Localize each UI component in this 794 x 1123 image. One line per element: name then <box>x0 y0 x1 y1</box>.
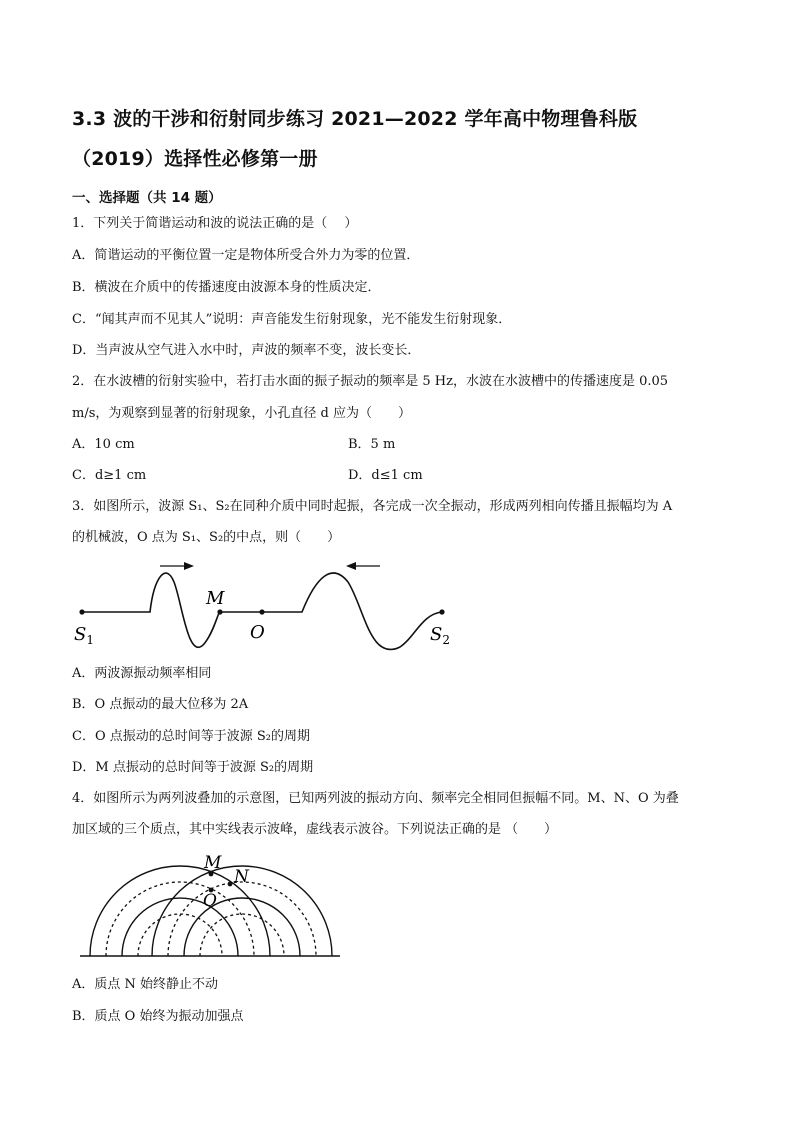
section-heading: 一、选择题（共 14 题） <box>72 190 222 206</box>
q2-option-b: B．5 m <box>348 437 396 452</box>
q3-label-o: O <box>250 622 265 643</box>
q1-option-b: B．横波在介质中的传播速度由波源本身的性质决定． <box>72 280 381 295</box>
q4-left-trough-1 <box>106 882 254 956</box>
q2-option-c: C．d≥1 cm <box>72 468 147 483</box>
q4-stem-line1: 4．如图所示为两列波叠加的示意图，已知两列波的振动方向、频率完全相同但振幅不同。M、N、O 为叠 <box>72 791 679 806</box>
q2-stem-line2: m/s，为观察到显著的衍射现象，小孔直径 d 应为（ ） <box>72 406 411 421</box>
q3-option-b: B．O 点振动的最大位移为 2A <box>72 697 249 712</box>
q3-label-s2: $S_2$ <box>430 624 450 647</box>
q4-right-trough-1 <box>168 882 316 956</box>
q3-option-c: C．O 点振动的总时间等于波源 S₂的周期 <box>72 729 310 744</box>
q3-arrow-right-icon <box>160 562 194 570</box>
q1-option-a: A．简谐运动的平衡位置一定是物体所受合外力为零的位置． <box>72 248 420 263</box>
q4-interference-figure <box>70 846 350 966</box>
document-title-line1: 3.3 波的干涉和衍射同步练习 2021—2022 学年高中物理鲁科版 <box>72 108 638 130</box>
q4-label-o: O <box>203 891 217 911</box>
q3-stem-line1: 3．如图所示，波源 S₁、S₂在同种介质中同时起振，各完成一次全振动，形成两列相向传播且振幅均为 A <box>72 499 673 514</box>
q4-stem-line2: 加区域的三个质点，其中实线表示波峰，虚线表示波谷。下列说法正确的是 （ ） <box>72 822 558 837</box>
q3-point-o <box>259 609 264 614</box>
q2-option-d: D．d≤1 cm <box>348 468 423 483</box>
q3-label-s1: $S_1$ <box>74 624 94 647</box>
q4-option-b: B．质点 O 始终为振动加强点 <box>72 1009 244 1024</box>
q4-option-a: A．质点 N 始终静止不动 <box>72 977 219 992</box>
q3-point-s2 <box>439 609 444 614</box>
q4-label-n: N <box>234 867 249 887</box>
q1-option-d: D．当声波从空气进入水中时，声波的频率不变，波长变长． <box>72 343 421 358</box>
q3-stem-line2: 的机械波，O 点为 S₁、S₂的中点，则（ ） <box>72 530 341 545</box>
q2-option-a: A．10 cm <box>72 437 135 452</box>
q3-point-s1 <box>79 609 84 614</box>
q3-option-a: A．两波源振动频率相同 <box>72 666 212 681</box>
q1-stem: 1．下列关于简谐运动和波的说法正确的是（ ） <box>72 216 358 231</box>
q4-label-m: M <box>204 853 222 873</box>
q2-stem-line1: 2．在水波槽的衍射实验中，若打击水面的振子振动的频率是 5 Hz，水波在水波槽中的传播速度是 0.05 <box>72 374 669 389</box>
q1-option-c: C．“闻其声而不见其人”说明：声音能发生衍射现象，光不能发生衍射现象． <box>72 312 512 327</box>
q3-arrow-left-icon <box>346 562 380 570</box>
q3-option-d: D．M 点振动的总时间等于波源 S₂的周期 <box>72 760 314 775</box>
q4-right-trough-2 <box>200 914 284 956</box>
q4-point-n <box>228 882 233 887</box>
q3-wave-figure <box>70 552 460 652</box>
q3-label-m: M <box>206 588 225 609</box>
document-title-line2: （2019）选择性必修第一册 <box>72 148 318 170</box>
q4-left-trough-2 <box>138 914 222 956</box>
q3-point-m <box>217 609 222 614</box>
